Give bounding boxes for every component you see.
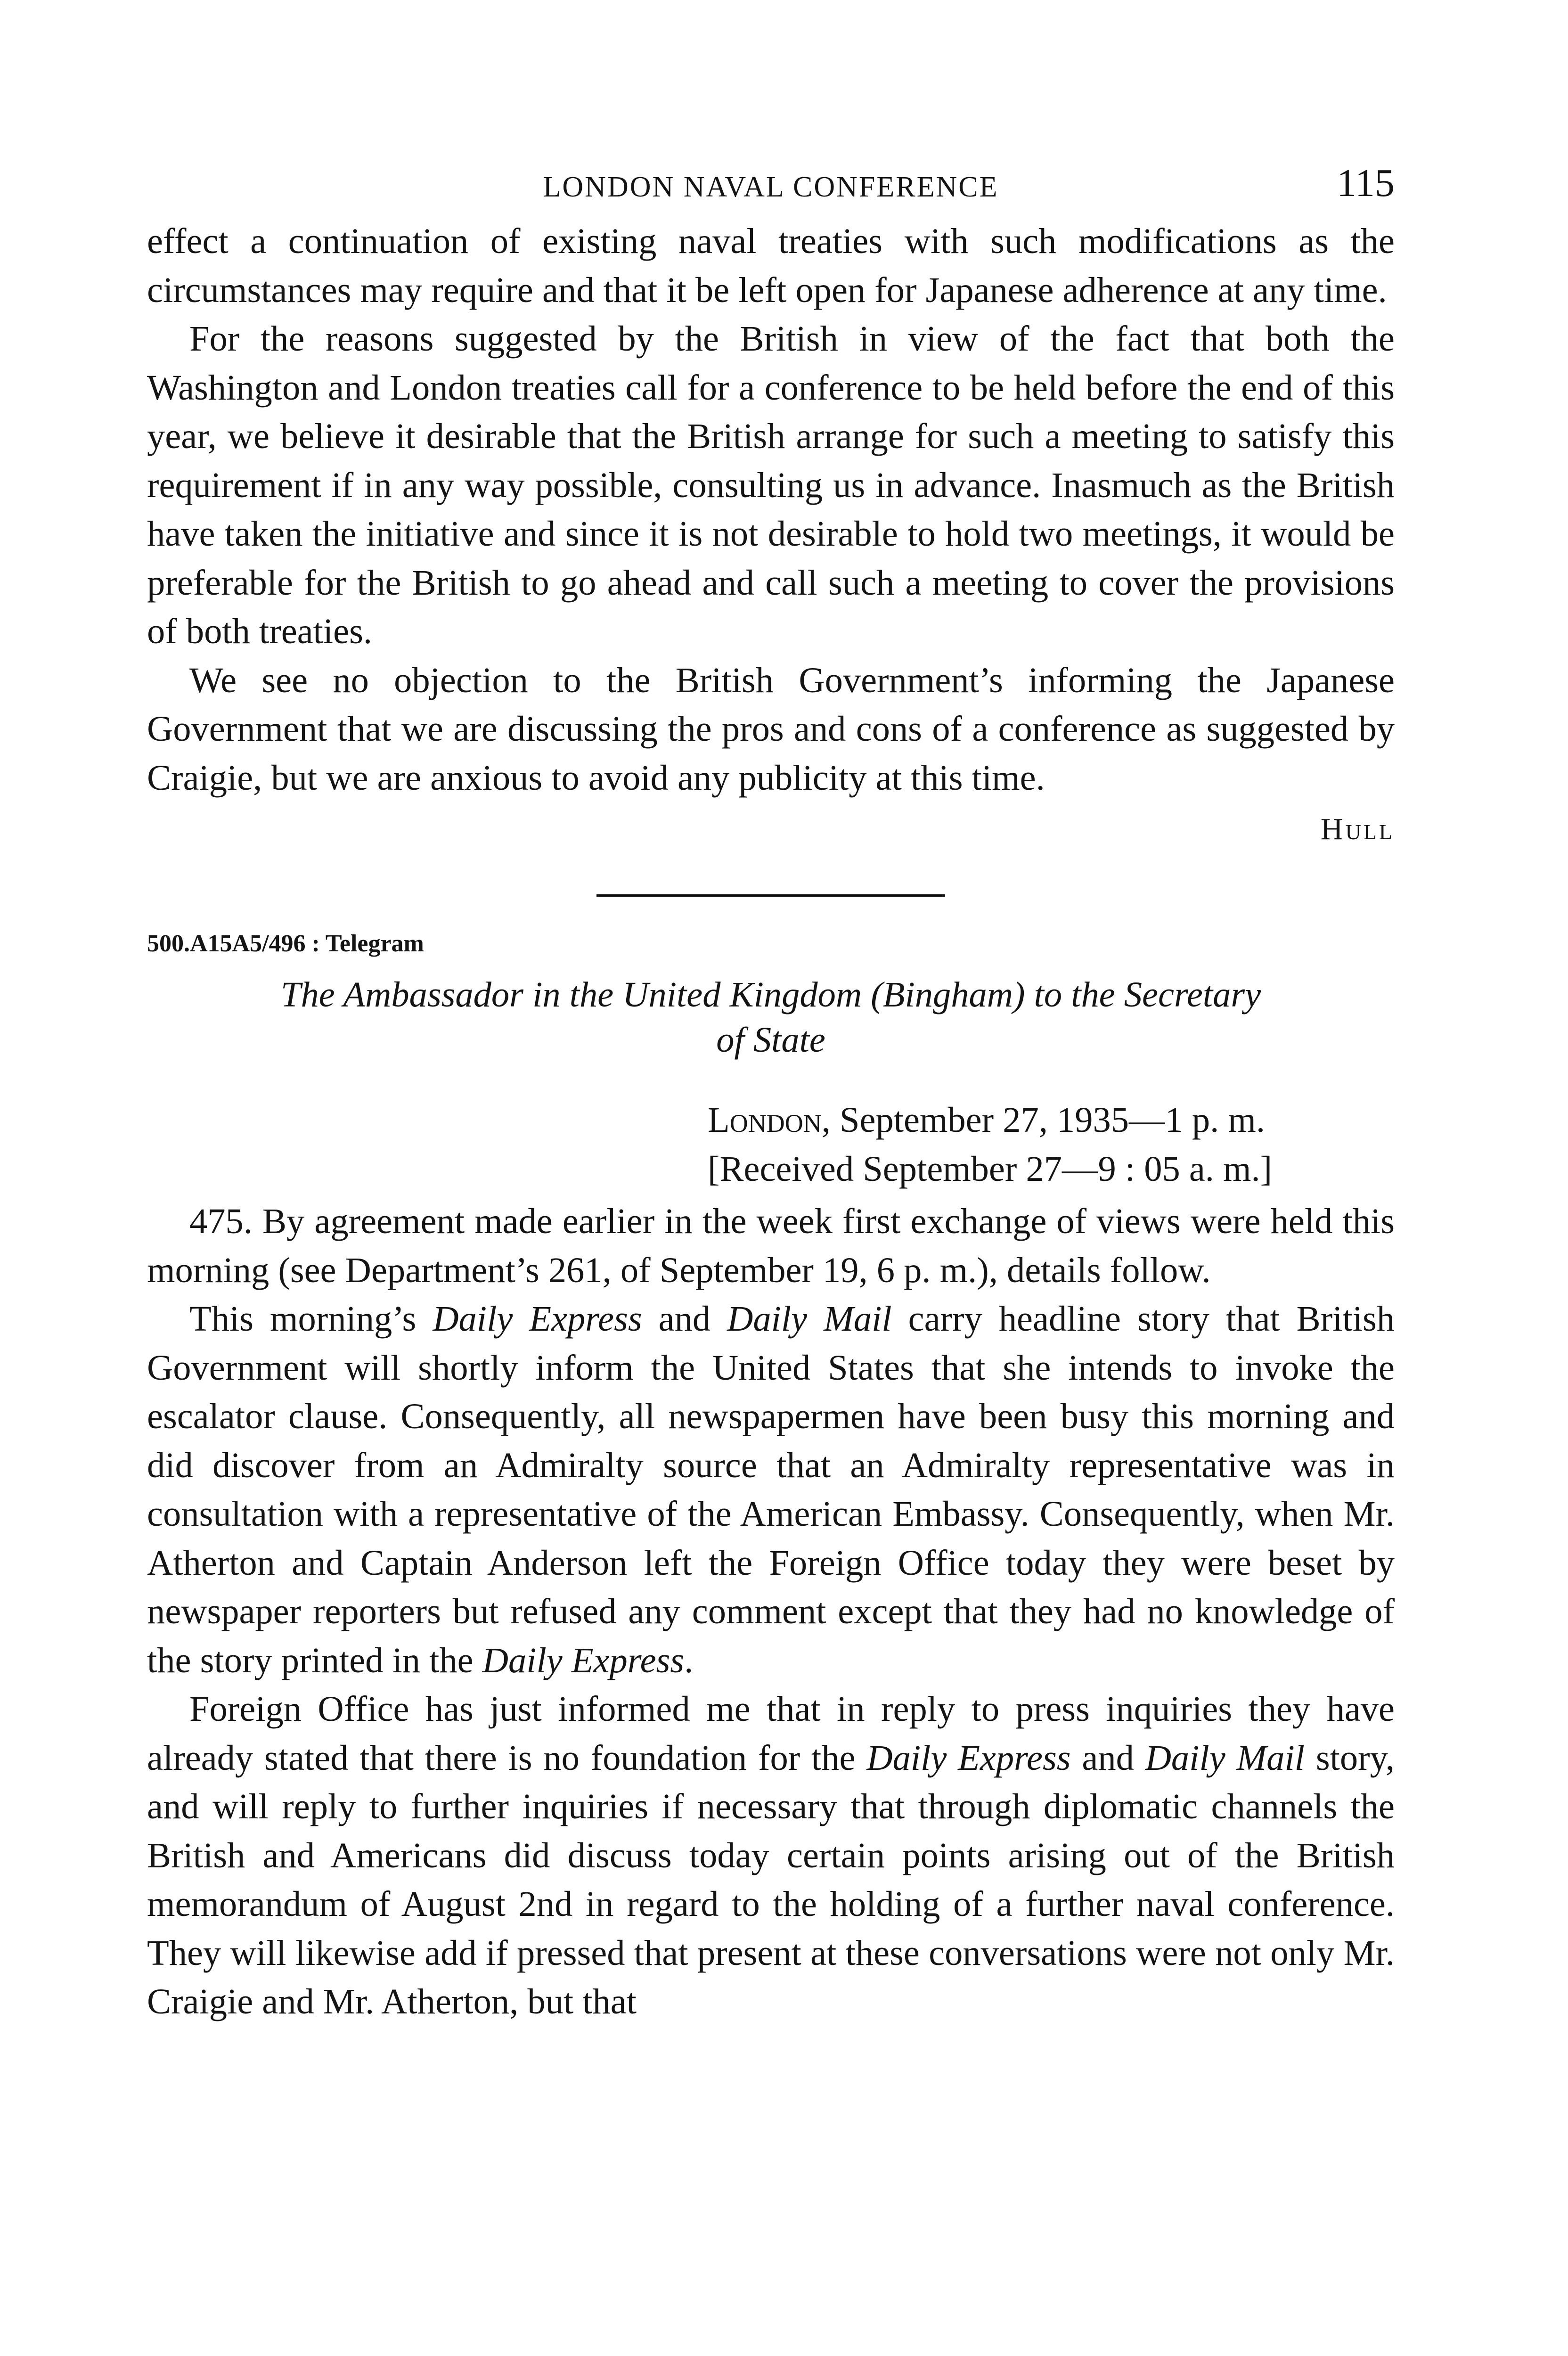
newspaper-title: Daily Mail <box>727 1299 892 1339</box>
dateline <box>708 1096 1395 1193</box>
paragraph <box>147 1685 1395 2026</box>
text-run: Foreign Office has just informed me that in reply to press inquiries they have already stated that there is no foundation for the <box>147 1689 1395 1778</box>
signature-hull: Hull <box>1320 812 1395 846</box>
newspaper-title: Daily Express <box>482 1640 685 1680</box>
text-run: carry headline story that British Government will shortly inform the United States that she intends to invoke the escalator clause. Consequently, all newspapermen have been busy this morning and did discover from an Admiralty source that an Admiralty representative was in consultation with a representative of the American Embassy. Consequently, when Mr. Atherton and Captain Anderson left the Foreign Office today they were beset by newspaper reporters but refused any comment except that they had no knowledge of the story printed in the <box>147 1299 1395 1680</box>
text-run: and <box>642 1299 727 1339</box>
document-title-line: of State <box>716 1020 825 1060</box>
text-run: . <box>684 1640 694 1680</box>
dateline-sent <box>708 1096 1395 1145</box>
running-title: LONDON NAVAL CONFERENCE <box>543 171 999 203</box>
document-page <box>147 160 1395 2026</box>
telegram-body <box>147 1197 1395 2026</box>
text-run: and <box>1070 1737 1145 1778</box>
document-title <box>147 972 1395 1063</box>
dateline-place: London <box>708 1100 822 1140</box>
dateline-date: , September 27, 1935—1 p. m. <box>821 1100 1265 1140</box>
text-run: This morning’s <box>189 1299 433 1339</box>
section-divider <box>596 894 945 897</box>
paragraph-continuation: effect a continuation of existing naval treaties with such modifications as the circumstances may require and that it be left open for Japanese adherence at any time. <box>147 221 1395 310</box>
paragraph <box>147 1294 1395 1685</box>
page-number: 115 <box>1337 161 1395 205</box>
newspaper-title: Daily Mail <box>1145 1737 1305 1778</box>
body-text <box>147 217 1395 802</box>
paragraph: For the reasons suggested by the British in view of the fact that both the Washington and London treaties call for a conference to be held before the end of this year, we believe it desirable that the British arrange for such a meeting to satisfy this requirement if in any way possible, consulting us in advance. Inasmuch as the British have taken the initiative and since it is not desirable to hold two meetings, it would be preferable for the British to go ahead and call such a meeting to cover the provisions of both treaties. <box>147 319 1395 651</box>
paragraph: 475. By agreement made earlier in the week first exchange of views were held this morning (see Department’s 261, of September 19, 6 p. m.), details follow. <box>147 1201 1395 1290</box>
dateline-received: [Received September 27—9 : 05 a. m.] <box>708 1148 1273 1189</box>
file-reference: 500.A15A5/496 : Telegram <box>147 930 424 957</box>
document-title-line: The Ambassador in the United Kingdom (Bingham) to the Secretary <box>280 974 1261 1014</box>
paragraph: We see no objection to the British Government’s informing the Japanese Government that we are discussing the pros and cons of a conference as suggested by Craigie, but we are anxious to avoid any publicity at this time. <box>147 660 1395 798</box>
running-head <box>147 160 1395 217</box>
text-run: story, and will reply to further inquiries if necessary that through diplomatic channels the British and Americans did discuss today certain points arising out of the British memorandum of August 2nd in regard to the holding of a further naval conference. They will likewise add if pressed that present at these conversations were not only Mr. Craigie and Mr. Atherton, but that <box>147 1737 1395 2021</box>
newspaper-title: Daily Express <box>433 1299 642 1339</box>
newspaper-title: Daily Express <box>866 1737 1071 1778</box>
